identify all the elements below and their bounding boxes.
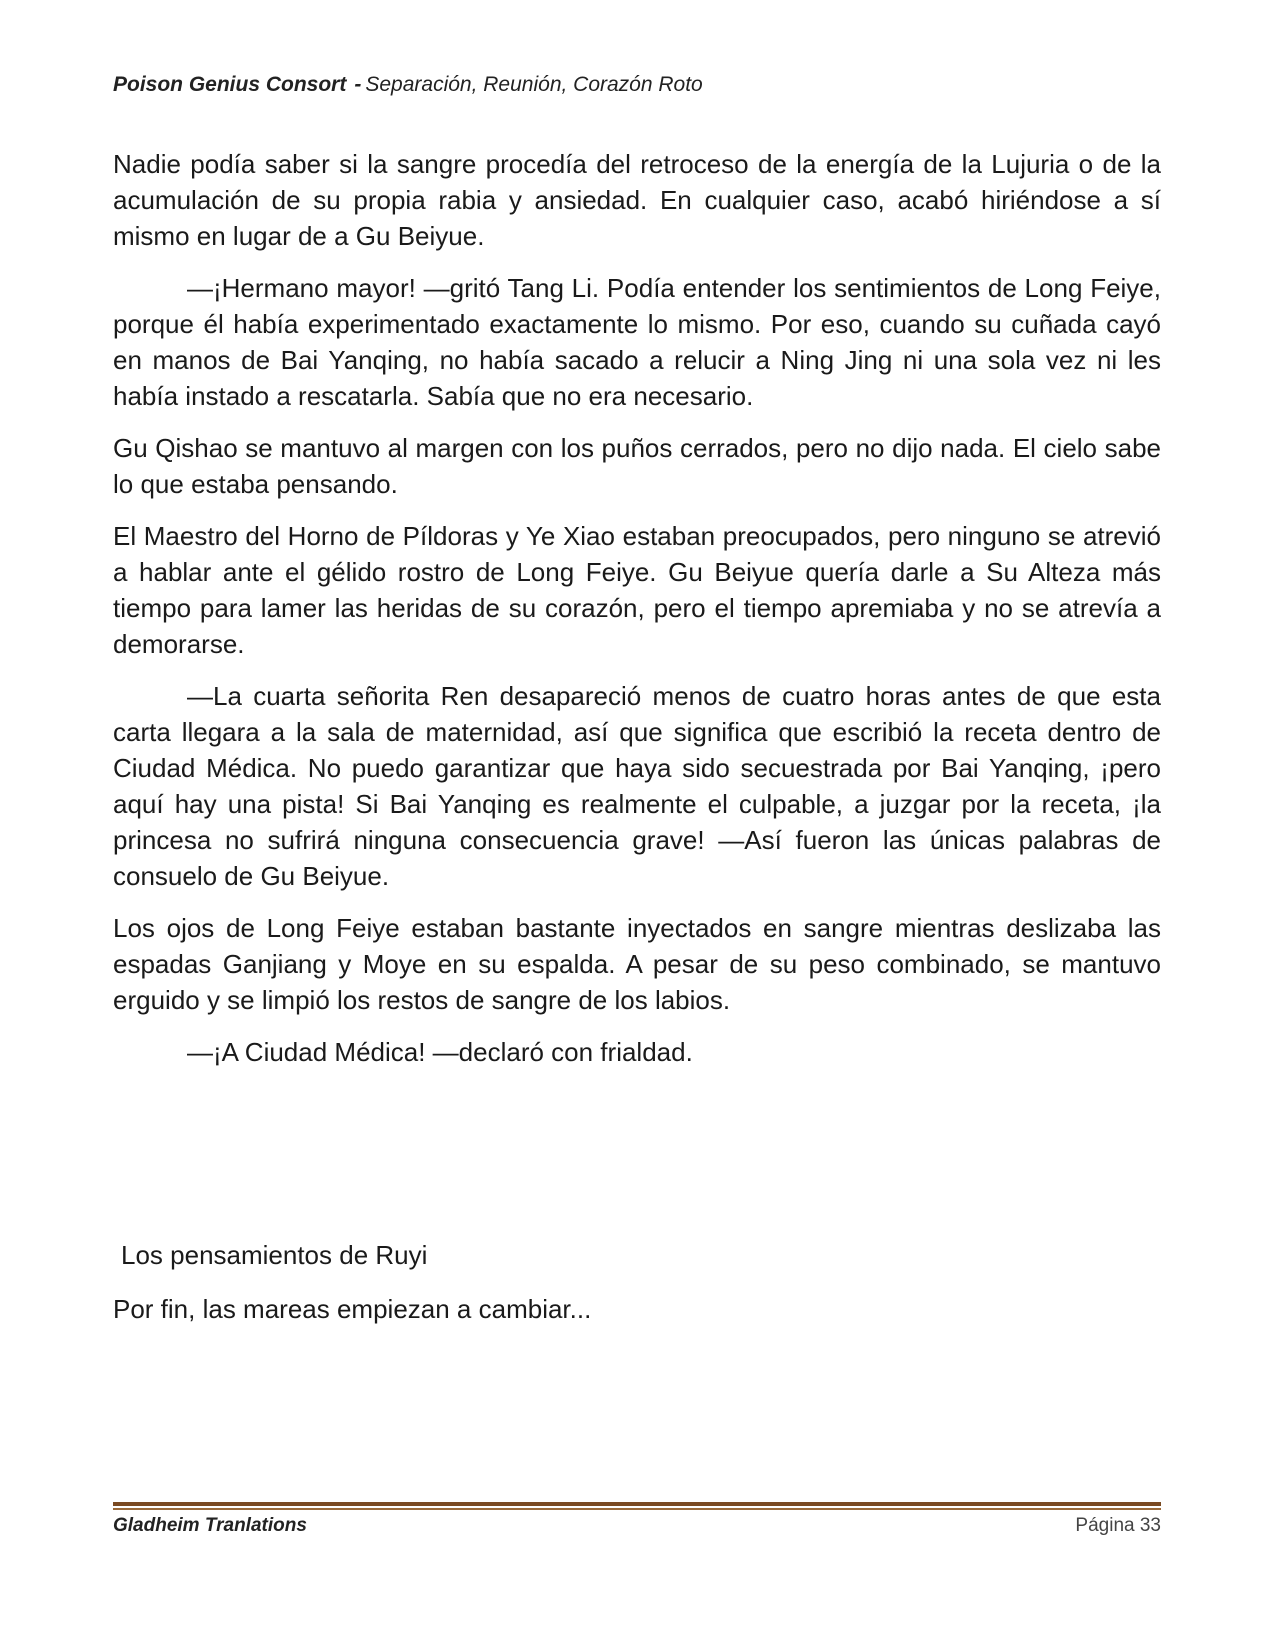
paragraph: Gu Qishao se mantuvo al margen con los puños cerrados, pero no dijo nada. El cielo sabe lo que estaba pensando. <box>113 433 1161 499</box>
chapter-title: Separación, Reunión, Corazón Roto <box>365 73 703 96</box>
footer-rule <box>113 1502 1161 1506</box>
header-separator: - <box>354 73 362 96</box>
paragraph: Nadie podía saber si la sangre procedía del retroceso de la energía de la Lujuria o de la acumulación de su propia rabia y ansiedad. En cualquier caso, acabó hiriéndose a sí mismo en lugar de a Gu Beiyue. <box>113 149 1161 251</box>
paragraph: Los ojos de Long Feiye estaban bastante inyectados en sangre mientras deslizaba las espadas Ganjiang y Moye en su espalda. A pesar de su peso combinado, se mantuvo erguido y se limpió los restos de sangre de los labios. <box>113 913 1161 1015</box>
book-title: Poison Genius Consort <box>113 73 347 96</box>
translator-notes-text: Por fin, las mareas empiezan a cambiar... <box>113 1294 592 1324</box>
paragraph: —La cuarta señorita Ren desapareció menos de cuatro horas antes de que esta carta llegara a la sala de maternidad, así que significa que escribió la receta dentro de Ciudad Médica. No puedo garantizar que haya sido secuestrada por Bai Yanqing, ¡pero aquí hay una pista! Si Bai Yanqing es realmente el culpable, a juzgar por la receta, ¡la princesa no sufrirá ninguna consecuencia grave! —Así fueron las únicas palabras de consuelo de Gu Beiyue. <box>113 681 1161 891</box>
translator-notes-title: Los pensamientos de Ruyi <box>121 1240 428 1270</box>
paragraph: —¡Hermano mayor! —gritó Tang Li. Podía entender los sentimientos de Long Feiye, porque él había experimentado exactamente lo mismo. Por eso, cuando su cuñada cayó en manos de Bai Yanqing, no había sacado a relucir a Ning Jing ni una sola vez ni les había instado a rescatarla. Sabía que no era necesario. <box>113 273 1161 411</box>
paragraph: El Maestro del Horno de Píldoras y Ye Xiao estaban preocupados, pero ninguno se atrevió a hablar ante el gélido rostro de Long Feiye. Gu Beiyue quería darle a Su Alteza más tiempo para lamer las heridas de su corazón, pero el tiempo apremiaba y no se atrevía a demorarse. <box>113 521 1161 659</box>
translator-credit: Gladheim Tranlations <box>113 1515 307 1536</box>
footer-rule-thin <box>113 1508 1161 1510</box>
paragraph: —¡A Ciudad Médica! —declaró con frialdad. <box>187 1037 693 1067</box>
page-number: Página 33 <box>1075 1515 1161 1536</box>
page-header <box>113 73 1173 97</box>
chapter-body <box>113 146 1161 1086</box>
